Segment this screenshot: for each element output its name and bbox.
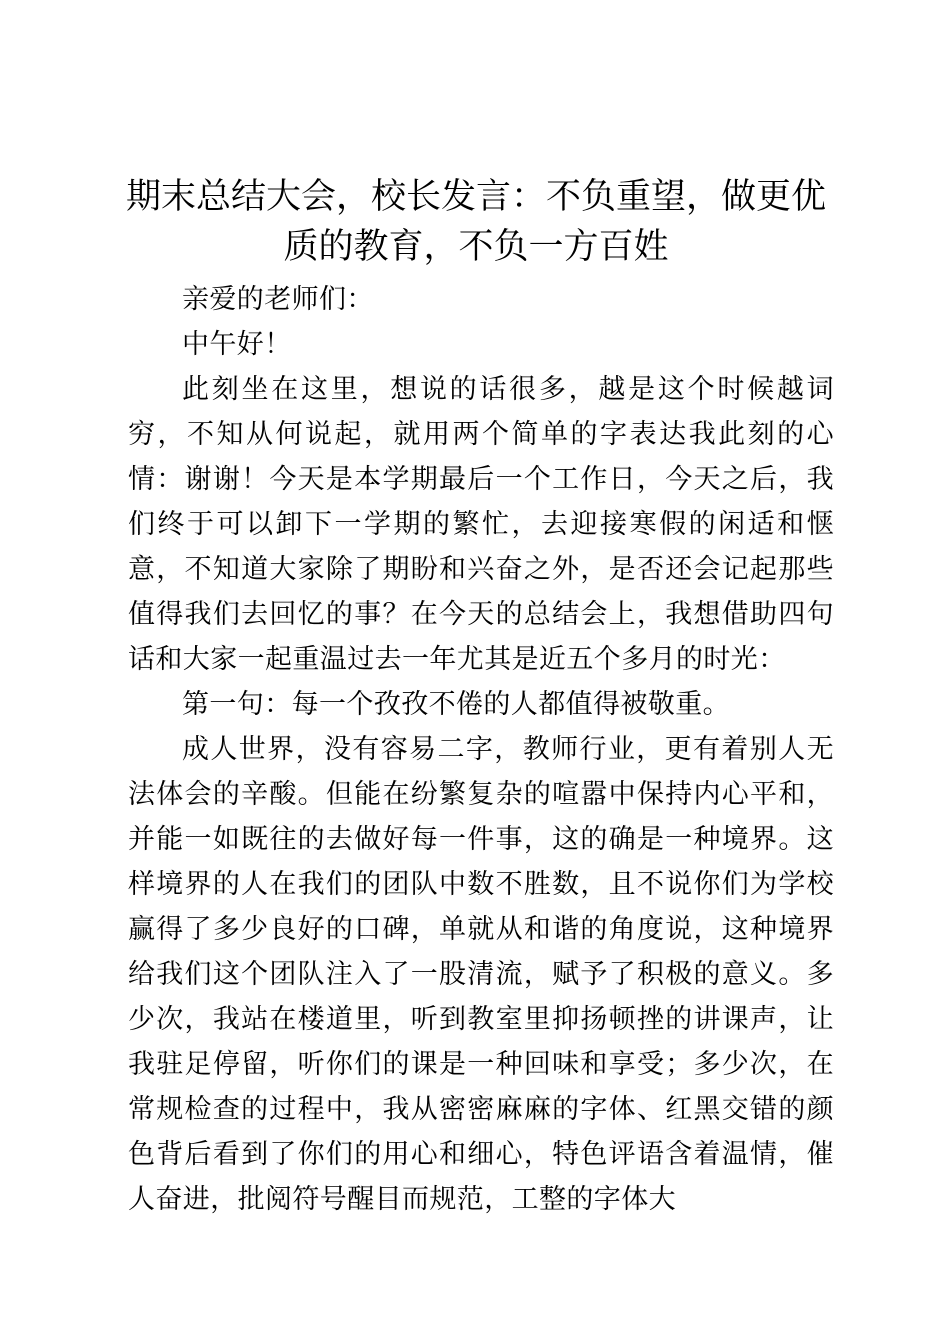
paragraph-intro: 此刻坐在这里，想说的话很多，越是这个时候越词穷，不知从何说起，就用两个简单的字表达我此刻的心情：谢谢！今天是本学期最后一个工作日，今天之后，我们终于可以卸下一学期的繁忙，去迎接寒假的闲适和惬意，不知道大家除了期盼和兴奋之外，是否还会记起那些值得我们去回忆的事？在今天的总结会上，我想借助四句话和大家一起重温过去一年尤其是近五个多月的时光： bbox=[128, 374, 834, 675]
paragraph-first-point-body: 成人世界，没有容易二字，教师行业，更有着别人无法体会的辛酸。但能在纷繁复杂的喧嚣中保持内心平和，并能一如既往的去做好每一件事，这的确是一种境界。这样境界的人在我们的团队中数不胜数，且不说你们为学校赢得了多少良好的口碑，单就从和谐的角度说，这种境界给我们这个团队注入了一股清流，赋予了积极的意义。多少次，我站在楼道里，听到教室里抑扬顿挫的讲课声，让我驻足停留，听你们的课是一种回味和享受；多少次，在常规检查的过程中，我从密密麻麻的字体、红黑交错的颜色背后看到了你们的用心和细心，特色评语含着温情，催人奋进，批阅符号醒目而规范，工整的字体大 bbox=[128, 734, 834, 1215]
paragraph-greeting: 中午好！ bbox=[182, 329, 292, 360]
document-title: 期末总结大会，校长发言：不负重望，做更优质的教育，不负一方百姓 bbox=[125, 177, 826, 267]
paragraph-first-point: 第一句：每一个孜孜不倦的人都值得被敬重。 bbox=[182, 689, 730, 720]
document-body bbox=[128, 277, 834, 1222]
paragraph-salutation: 亲爱的老师们： bbox=[182, 284, 374, 315]
